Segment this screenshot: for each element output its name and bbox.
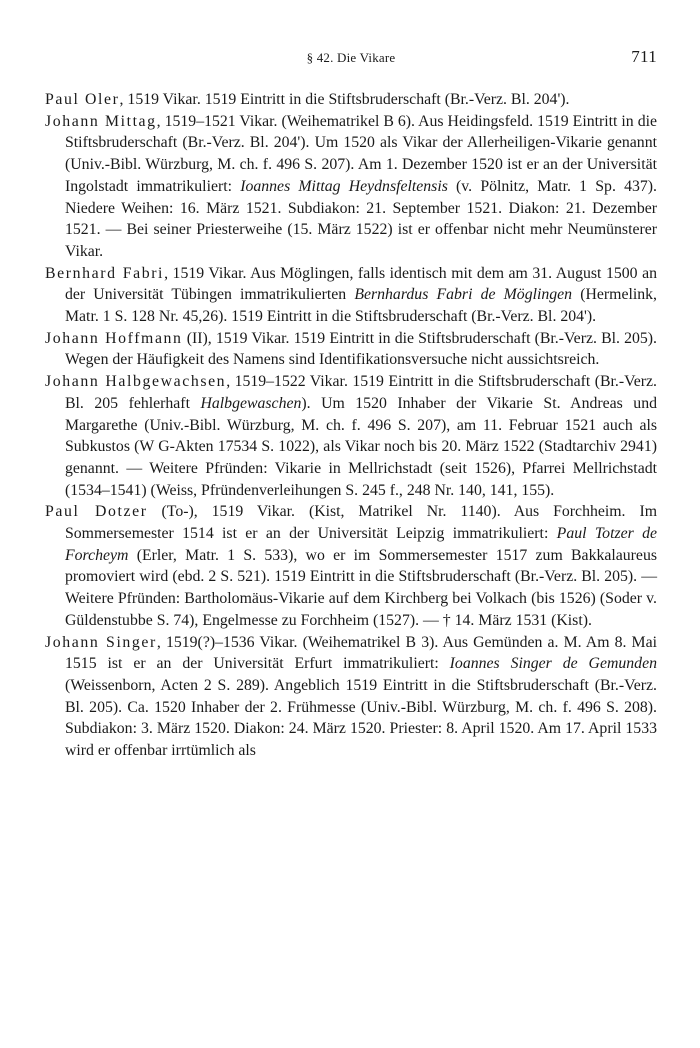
entry-citation-italic: Bernhardus Fabri de Möglingen: [354, 286, 573, 304]
entry-johann-hoffmann: [45, 328, 657, 371]
entry-bernhard-fabri: [45, 263, 657, 328]
entry-text: ). Um 1520 Inhaber der Vikarie St. Andreas und Margarethe (Univ.-Bibl. Würzburg, M. ch. f. 496 S. 207), am 11. Februar 1521 auch als Subkustos (W G-Akten 17534 S. 1022), als Vikar noch bis 20. März 1522 (Stadtarchiv 2941) genannt. — Weitere Pfründen: Vikarie in Mellrichstadt (seit 1526), Pfarrei Mellrichstadt (1534–1541) (Weiss, Pfründenverleihungen S. 245 f., 248 Nr. 140, 141, 155).: [65, 394, 658, 499]
entry-text: , 1519–1522 Vikar. 1519 Eintritt in die Stiftsbruderschaft (Br.-Verz. Bl. 205 fehlerhaft: [65, 373, 657, 412]
entry-text: , 1519 Vikar. Aus Möglingen, falls identisch mit dem am 31. August 1500 an der Universität Tübingen immatrikulierten: [65, 264, 657, 304]
entry-name: Bernhard Fabri: [45, 264, 165, 282]
entry-text: , 1519 Vikar. 1519 Eintritt in die Stiftsbruderschaft (Br.-Verz. Bl. 204').: [119, 91, 570, 108]
entry-text: (Erler, Matr. 1 S. 533), wo er im Sommersemester 1517 zum Bakkalaureus promoviert wird (ebd. 2 S. 521). 1519 Eintritt in die Stiftsbruderschaft (Br.-Verz. Bl. 205). — Weitere Pfründen: Bartholomäus-Vikarie auf dem Kirchberg bei Volkach (bis 1526) (Soder v. Güldenstubbe S. 74), Engelmesse zu Forchheim (1527). — † 14. März 1531 (Kist).: [65, 546, 657, 629]
entry-johann-singer: [45, 632, 657, 762]
entry-text: , 1519(?)–1536 Vikar. (Weihematrikel B 3). Aus Gemünden a. M. Am 8. Mai 1515 ist er an der Universität Erfurt immatrikuliert:: [65, 633, 657, 673]
entry-citation-italic: Halbgewaschen: [200, 394, 302, 412]
page-body: [45, 89, 657, 762]
entry-name: Paul Oler: [45, 91, 120, 108]
entry-text: (To-), 1519 Vikar. (Kist, Matrikel Nr. 1140). Aus Forchheim. Im Sommersemester 1514 ist er an der Universität Leipzig immatrikuliert:: [65, 503, 657, 543]
entry-citation-italic: Ioannes Mittag Heydnsfeltensis: [240, 177, 448, 195]
entry-johann-halbgewachsen: [45, 371, 657, 501]
running-header: [45, 47, 657, 74]
entry-text: (Hermelink, Matr. 1 S. 128 Nr. 45,26). 1519 Eintritt in die Stiftsbruderschaft (Br.-Verz. Bl. 204').: [65, 286, 657, 326]
entry-paul-dotzer: [45, 501, 657, 631]
entry-name: Johann Singer: [45, 633, 157, 651]
entry-name: Johann Mittag: [45, 112, 157, 130]
entry-citation-italic: Ioannes Singer de Gemunden: [449, 655, 657, 673]
entry-citation-italic: Paul Totzer de Forcheym: [65, 525, 657, 564]
entry-text: (v. Pölnitz, Matr. 1 Sp. 437). Niedere Weihen: 16. März 1521. Subdiakon: 21. September 1521. Diakon: 21. Dezember 1521. — Bei seiner Priesterweihe (15. März 1522) ist er offenbar nicht mehr Neumünsterer Vikar.: [65, 177, 657, 260]
entry-paul-oler: [45, 89, 657, 111]
entry-name: Johann Hoffmann: [45, 329, 183, 347]
entry-name: Paul Dotzer: [45, 503, 148, 521]
entry-text: (II), 1519 Vikar. 1519 Eintritt in die Stiftsbruderschaft (Br.-Verz. Bl. 205). Wegen der Häufigkeit des Namens sind Identifikationsversuche nicht aussichtsreich.: [65, 329, 658, 369]
entry-name: Johann Halbgewachsen: [45, 373, 227, 391]
running-title: § 42. Die Vikare: [306, 50, 396, 65]
page-number: 711: [631, 47, 657, 66]
entry-text: , 1519–1521 Vikar. (Weihematrikel B 6). Aus Heidingsfeld. 1519 Eintritt in die Stiftsbruderschaft (Br.-Verz. Bl. 204'). Um 1520 als Vikar der Allerheiligen-Vikarie genannt (Univ.-Bibl. Würzburg, M. ch. f. 496 S. 207). Am 1. Dezember 1520 ist er an der Universität Ingolstadt immatrikuliert:: [65, 112, 657, 195]
entry-johann-mittag: [45, 111, 657, 263]
entry-text: (Weissenborn, Acten 2 S. 289). Angeblich 1519 Eintritt in die Stiftsbruderschaft (Br.-Verz. Bl. 205). Ca. 1520 Inhaber der 2. Frühmesse (Univ.-Bibl. Würzburg, M. ch. f. 496 S. 208). Subdiakon: 3. März 1520. Diakon: 24. März 1520. Priester: 8. April 1520. Am 17. April 1533 wird er offenbar irrtümlich als: [65, 676, 657, 760]
